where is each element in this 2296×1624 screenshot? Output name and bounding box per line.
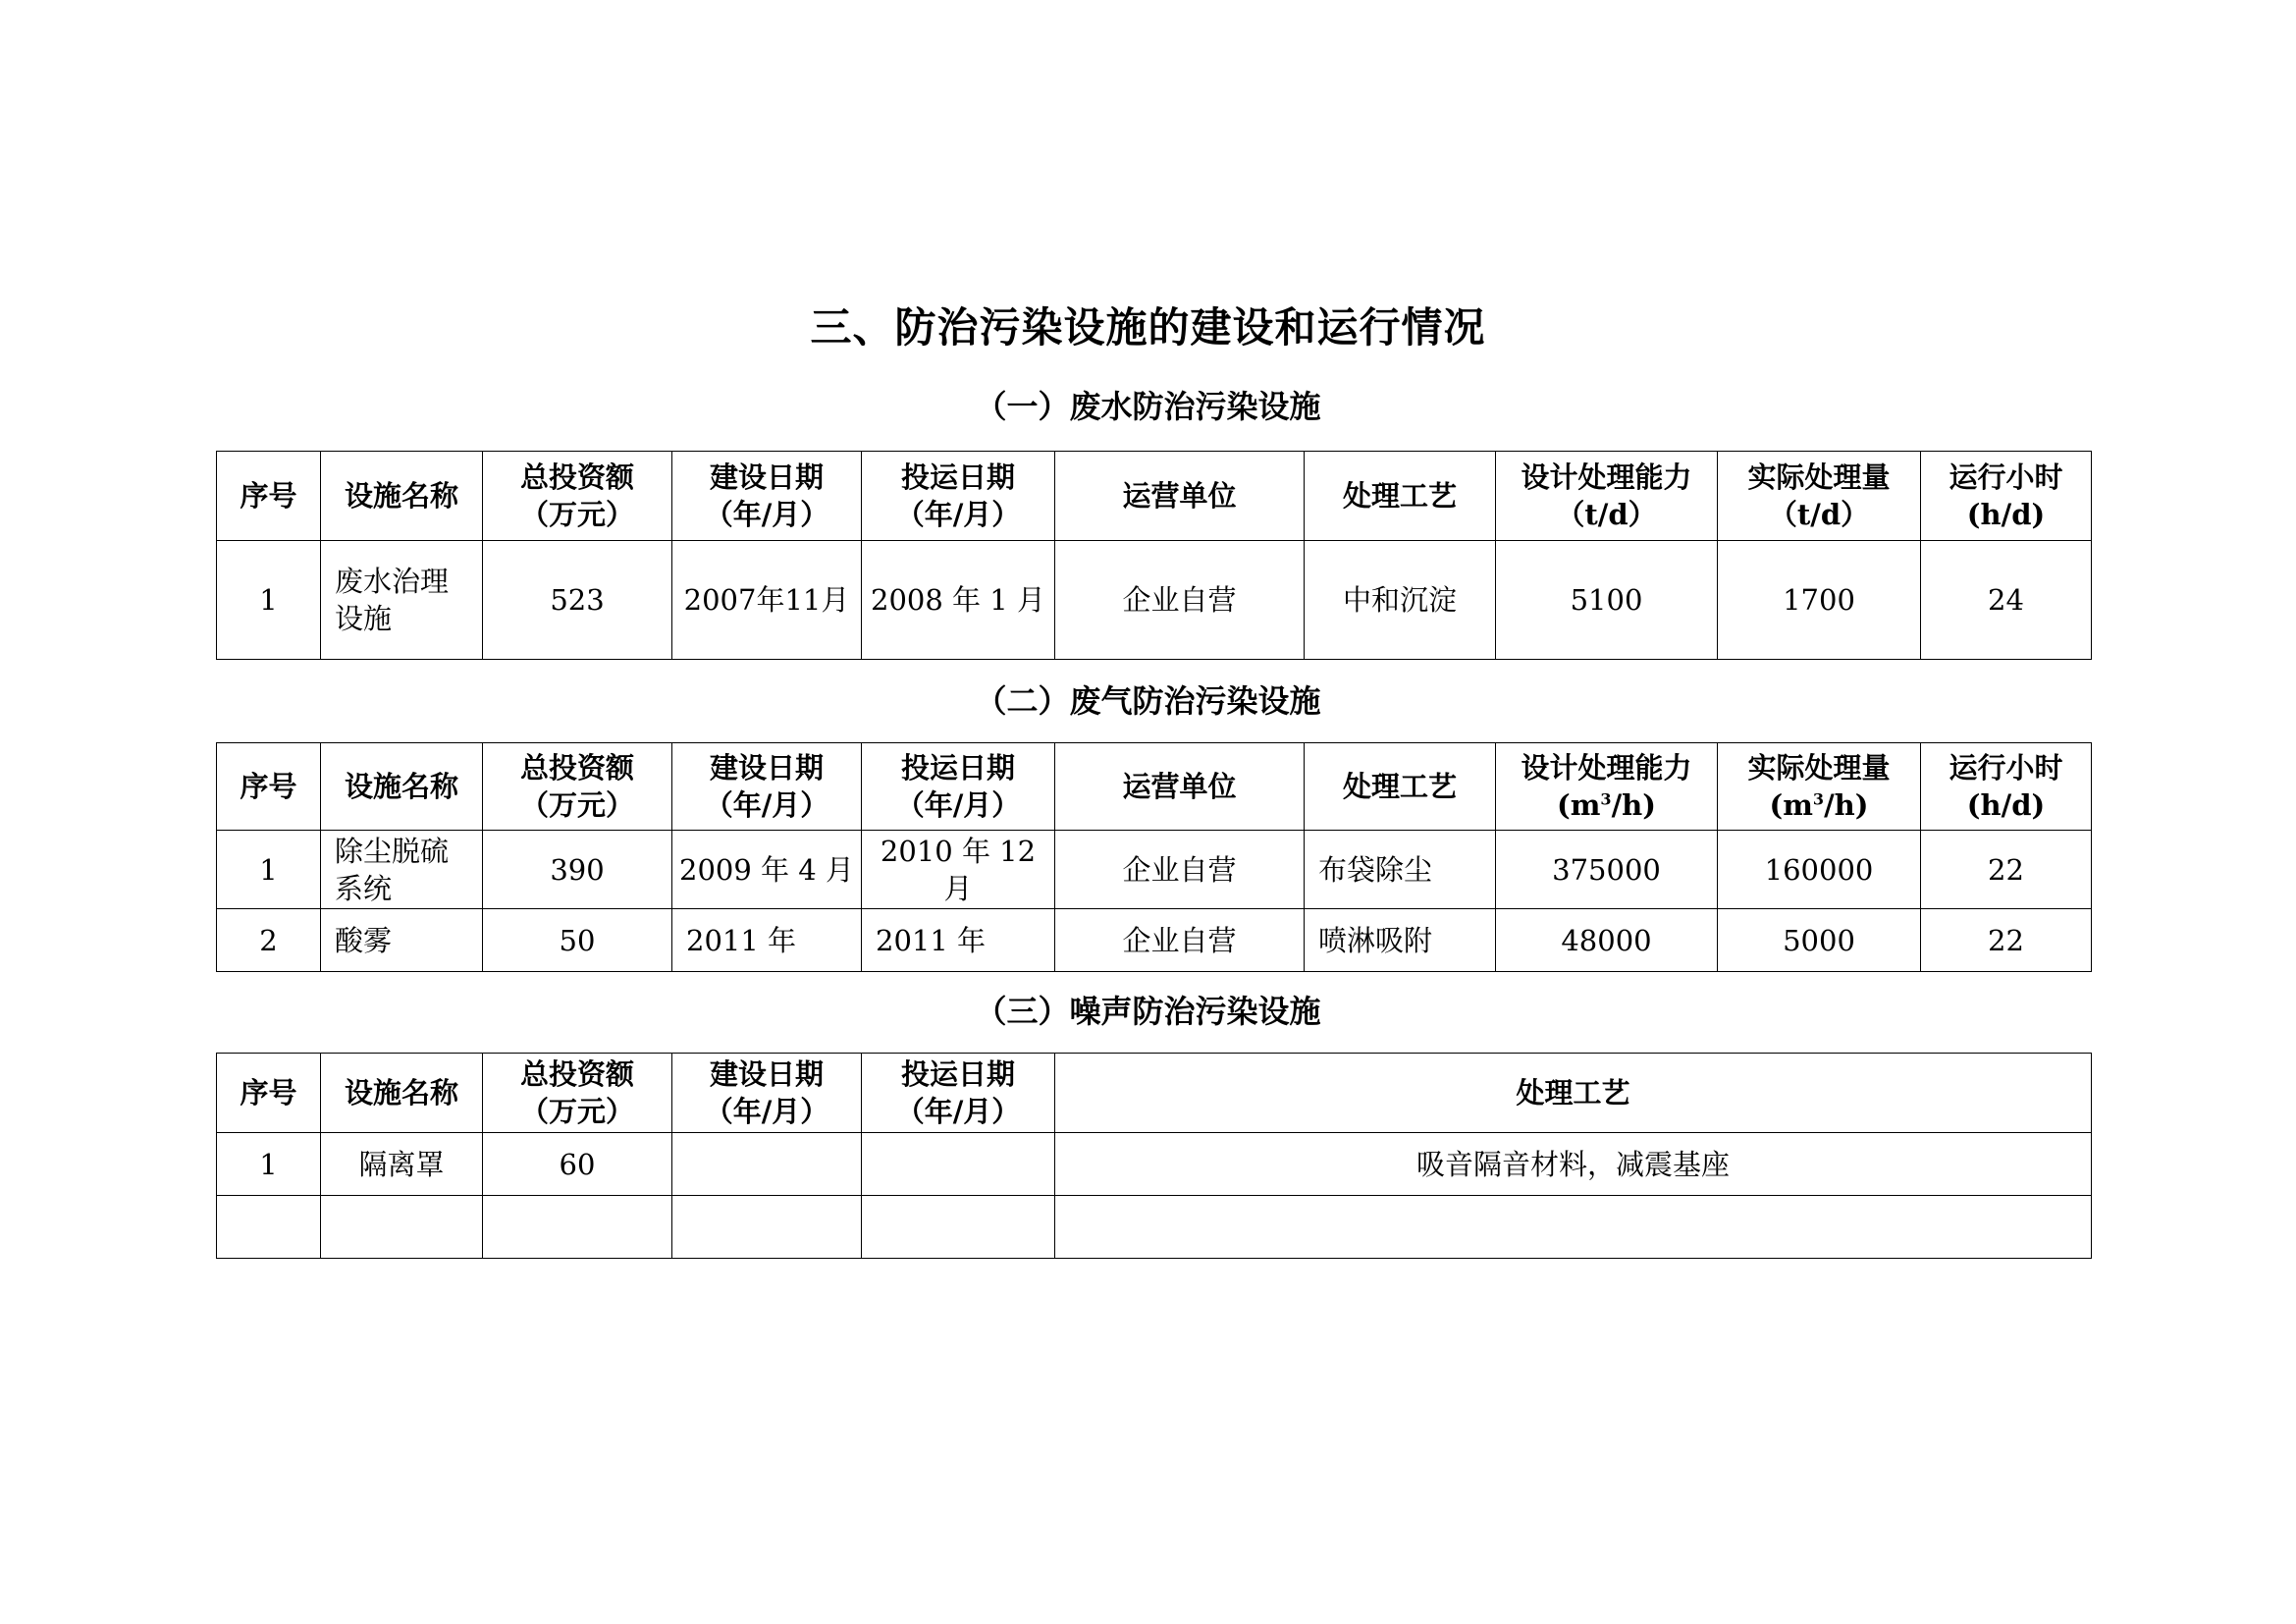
header-no: 序号 xyxy=(217,1054,321,1133)
header-hours: 运行小时 (h/d) xyxy=(1921,743,2092,831)
header-unit: 运营单位 xyxy=(1055,452,1305,541)
cell-build-date: 2009 年 4 月 xyxy=(672,831,862,909)
wastewater-section-title: （一）废水防治污染设施 xyxy=(975,388,1321,425)
cell-process: 中和沉淀 xyxy=(1305,541,1496,660)
cell-process: 喷淋吸附 xyxy=(1305,909,1496,972)
table-header-row xyxy=(217,743,2092,831)
header-no: 序号 xyxy=(217,743,321,831)
header-no: 序号 xyxy=(217,452,321,541)
cell-no: 2 xyxy=(217,909,321,972)
cell-empty xyxy=(1055,1196,2092,1259)
header-name: 设施名称 xyxy=(321,743,483,831)
waste-gas-section-title: （二）废气防治污染设施 xyxy=(975,682,1321,720)
cell-hours: 24 xyxy=(1921,541,2092,660)
cell-actual-volume: 5000 xyxy=(1718,909,1921,972)
cell-design-capacity: 5100 xyxy=(1496,541,1718,660)
cell-no: 1 xyxy=(217,541,321,660)
header-op-date: 投运日期 （年/月） xyxy=(862,743,1055,831)
header-process: 处理工艺 xyxy=(1305,743,1496,831)
cell-invest: 523 xyxy=(483,541,672,660)
cell-empty xyxy=(483,1196,672,1259)
table-header-row xyxy=(217,452,2092,541)
header-build-date: 建设日期 （年/月） xyxy=(672,1054,862,1133)
cell-build-date xyxy=(672,1133,862,1196)
cell-empty xyxy=(321,1196,483,1259)
table-row xyxy=(217,541,2092,660)
table-row xyxy=(217,909,2092,972)
cell-no: 1 xyxy=(217,831,321,909)
header-name: 设施名称 xyxy=(321,1054,483,1133)
cell-op-date xyxy=(862,1133,1055,1196)
cell-actual-volume: 160000 xyxy=(1718,831,1921,909)
cell-hours: 22 xyxy=(1921,831,2092,909)
noise-section-title: （三）噪声防治污染设施 xyxy=(975,993,1321,1030)
cell-invest: 390 xyxy=(483,831,672,909)
header-build-date: 建设日期 （年/月） xyxy=(672,452,862,541)
cell-unit: 企业自营 xyxy=(1055,831,1305,909)
cell-name: 酸雾 xyxy=(321,909,483,972)
cell-build-date: 2011 年 xyxy=(672,909,862,972)
cell-name: 废水治理 设施 xyxy=(321,541,483,660)
table-row xyxy=(217,1133,2092,1196)
cell-process: 布袋除尘 xyxy=(1305,831,1496,909)
header-op-date: 投运日期 （年/月） xyxy=(862,452,1055,541)
cell-hours: 22 xyxy=(1921,909,2092,972)
cell-process: 吸音隔音材料，减震基座 xyxy=(1055,1133,2092,1196)
cell-design-capacity: 48000 xyxy=(1496,909,1718,972)
cell-empty xyxy=(672,1196,862,1259)
table-row xyxy=(217,831,2092,909)
header-op-date: 投运日期 （年/月） xyxy=(862,1054,1055,1133)
header-design-capacity: 设计处理能力 （t/d） xyxy=(1496,452,1718,541)
cell-empty xyxy=(862,1196,1055,1259)
cell-design-capacity: 375000 xyxy=(1496,831,1718,909)
table-header-row xyxy=(217,1054,2092,1133)
header-actual-volume: 实际处理量 $(m^3/h)$ xyxy=(1718,743,1921,831)
table-row xyxy=(217,1196,2092,1259)
page-title: 三、防治污染设施的建设和运行情况 xyxy=(810,303,1486,352)
header-process: 处理工艺 xyxy=(1055,1054,2092,1133)
cell-op-date: 2010 年 12 月 xyxy=(862,831,1055,909)
cell-invest: 50 xyxy=(483,909,672,972)
header-name: 设施名称 xyxy=(321,452,483,541)
header-hours: 运行小时 (h/d) xyxy=(1921,452,2092,541)
cell-actual-volume: 1700 xyxy=(1718,541,1921,660)
noise-table xyxy=(216,1053,2092,1259)
header-invest: 总投资额 （万元） xyxy=(483,743,672,831)
header-build-date: 建设日期 （年/月） xyxy=(672,743,862,831)
cell-invest: 60 xyxy=(483,1133,672,1196)
header-actual-volume: 实际处理量 （t/d） xyxy=(1718,452,1921,541)
cell-build-date: 2007年11月 xyxy=(672,541,862,660)
cell-unit: 企业自营 xyxy=(1055,541,1305,660)
cell-name: 隔离罩 xyxy=(321,1133,483,1196)
header-unit: 运营单位 xyxy=(1055,743,1305,831)
header-design-capacity: 设计处理能力 $(m^3/h)$ xyxy=(1496,743,1718,831)
cell-op-date: 2011 年 xyxy=(862,909,1055,972)
cell-name: 除尘脱硫 系统 xyxy=(321,831,483,909)
cell-op-date: 2008 年 1 月 xyxy=(862,541,1055,660)
cell-empty xyxy=(217,1196,321,1259)
wastewater-table xyxy=(216,451,2092,660)
header-process: 处理工艺 xyxy=(1305,452,1496,541)
header-invest: 总投资额 （万元） xyxy=(483,1054,672,1133)
waste-gas-table xyxy=(216,742,2092,972)
cell-unit: 企业自营 xyxy=(1055,909,1305,972)
cell-no: 1 xyxy=(217,1133,321,1196)
header-invest: 总投资额 （万元） xyxy=(483,452,672,541)
